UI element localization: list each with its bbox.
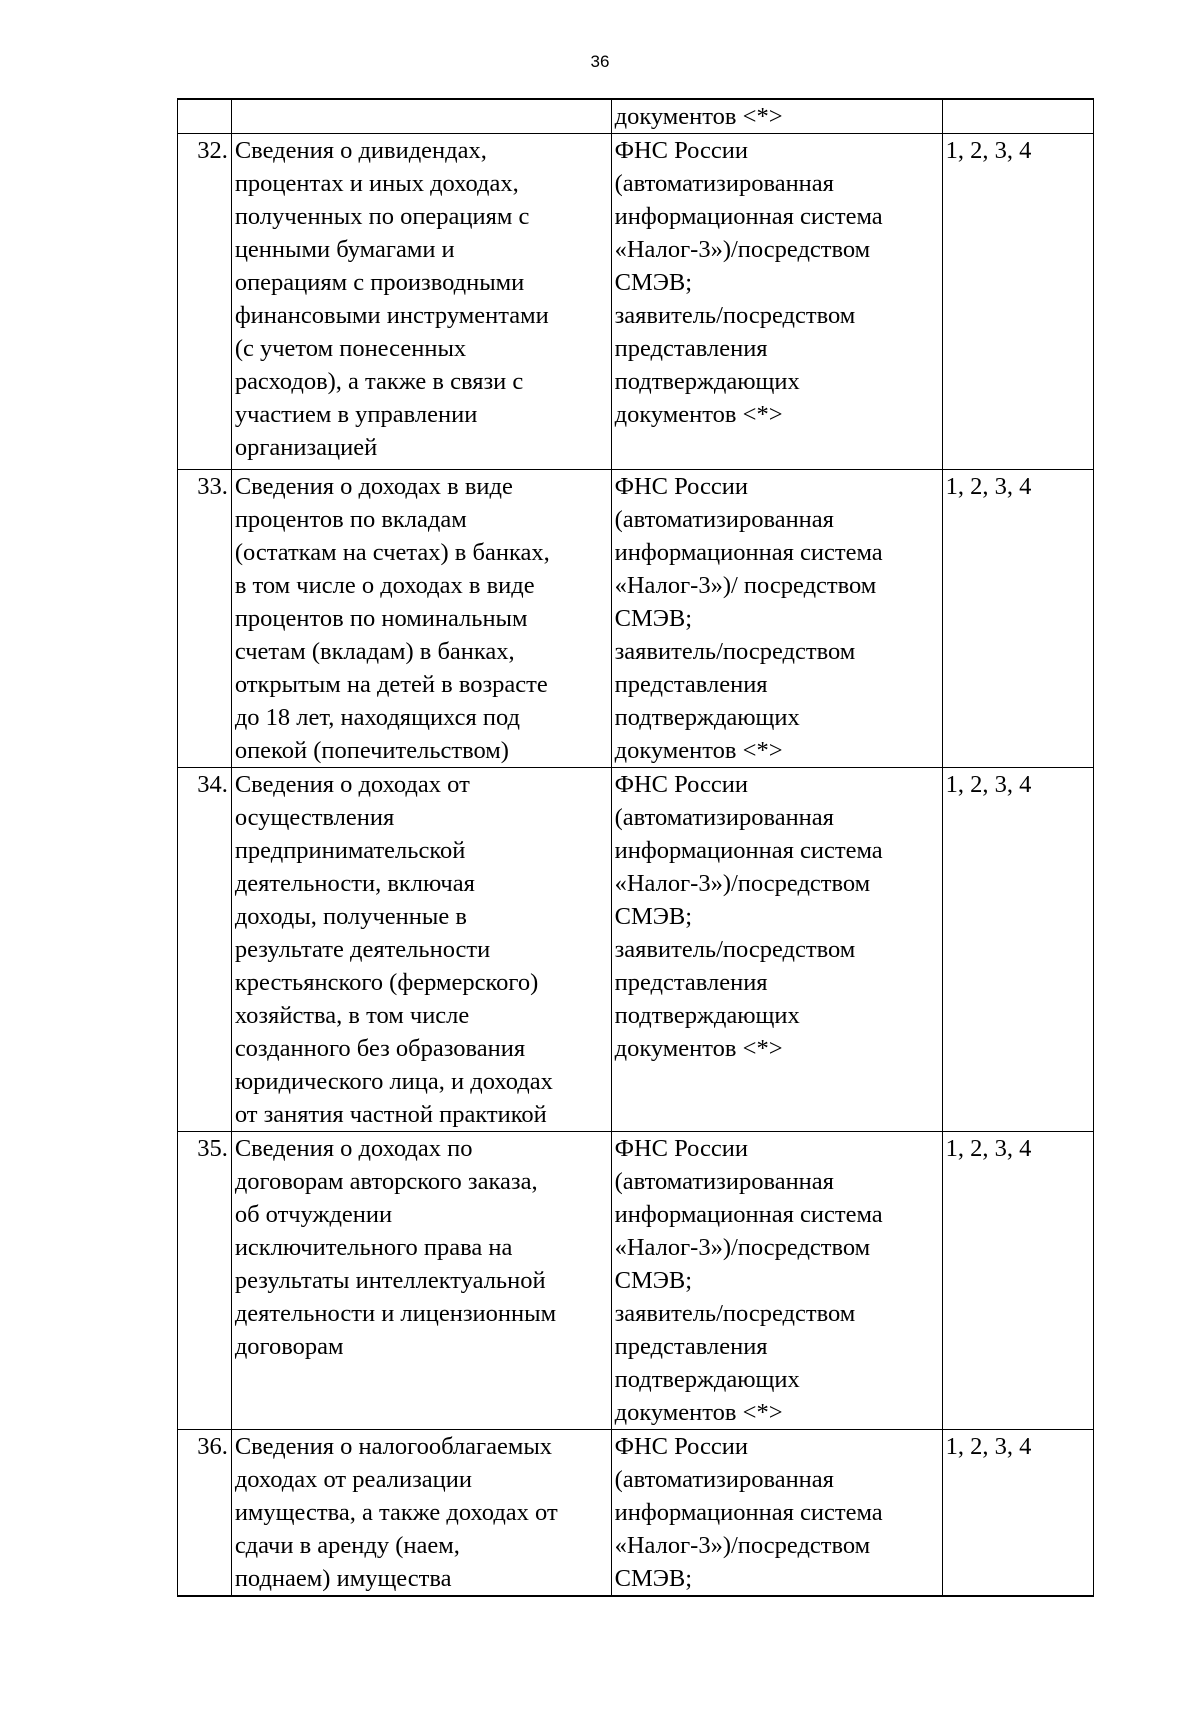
row-number-cell: 33. bbox=[178, 470, 232, 768]
row-number-cell bbox=[178, 99, 232, 134]
information-cell: Сведения о доходах от осуществления предпринимательской деятельности, включая доходы, полученные в результате деятельности крестьянского (фермерского) хозяйства, в том числе созданного без образования юридического лица, и доходах от занятия частной практикой bbox=[231, 768, 611, 1132]
codes-cell: 1, 2, 3, 4 bbox=[942, 1430, 1093, 1597]
codes-cell: 1, 2, 3, 4 bbox=[942, 134, 1093, 470]
information-cell bbox=[231, 99, 611, 134]
source-cell: ФНС России (автоматизированная информационная система «Налог-3»)/посредством СМЭВ; заявитель/посредством представления подтверждающих документов <*> bbox=[611, 1132, 942, 1430]
row-number-cell: 35. bbox=[178, 1132, 232, 1430]
row-number-cell: 32. bbox=[178, 134, 232, 470]
source-cell: ФНС России (автоматизированная информационная система «Налог-3»)/посредством СМЭВ; заявитель/посредством представления подтверждающих документов <*> bbox=[611, 134, 942, 470]
table-row bbox=[178, 134, 1094, 470]
information-cell: Сведения о дивидендах, процентах и иных доходах, полученных по операциям с ценными бумагами и операциям с производными финансовыми инструментами (с учетом понесенных расходов), а также в связи с участием в управлении организацией bbox=[231, 134, 611, 470]
table-row bbox=[178, 1132, 1094, 1430]
codes-cell: 1, 2, 3, 4 bbox=[942, 470, 1093, 768]
source-cell: ФНС России (автоматизированная информационная система «Налог-3»)/ посредством СМЭВ; заявитель/посредством представления подтверждающих документов <*> bbox=[611, 470, 942, 768]
page-number: 36 bbox=[590, 52, 610, 71]
row-number-cell: 36. bbox=[178, 1430, 232, 1597]
data-sources-table bbox=[177, 98, 1094, 1597]
information-cell: Сведения о налогооблагаемых доходах от реализации имущества, а также доходах от сдачи в аренду (наем, поднаем) имущества bbox=[231, 1430, 611, 1597]
codes-cell: 1, 2, 3, 4 bbox=[942, 1132, 1093, 1430]
codes-cell bbox=[942, 99, 1093, 134]
source-cell: ФНС России (автоматизированная информационная система «Налог-3»)/посредством СМЭВ; bbox=[611, 1430, 942, 1597]
table-row-continuation bbox=[178, 99, 1094, 134]
source-cell: документов <*> bbox=[611, 99, 942, 134]
row-number-cell: 34. bbox=[178, 768, 232, 1132]
table-row bbox=[178, 470, 1094, 768]
source-cell: ФНС России (автоматизированная информационная система «Налог-3»)/посредством СМЭВ; заявитель/посредством представления подтверждающих документов <*> bbox=[611, 768, 942, 1132]
codes-cell: 1, 2, 3, 4 bbox=[942, 768, 1093, 1132]
information-cell: Сведения о доходах в виде процентов по вкладам (остаткам на счетах) в банках, в том числе о доходах в виде процентов по номинальным счетам (вкладам) в банках, открытым на детей в возрасте до 18 лет, находящихся под опекой (попечительством) bbox=[231, 470, 611, 768]
table-row bbox=[178, 1430, 1094, 1597]
table-row bbox=[178, 768, 1094, 1132]
information-cell: Сведения о доходах по договорам авторского заказа, об отчуждении исключительного права на результаты интеллектуальной деятельности и лицензионным договорам bbox=[231, 1132, 611, 1430]
